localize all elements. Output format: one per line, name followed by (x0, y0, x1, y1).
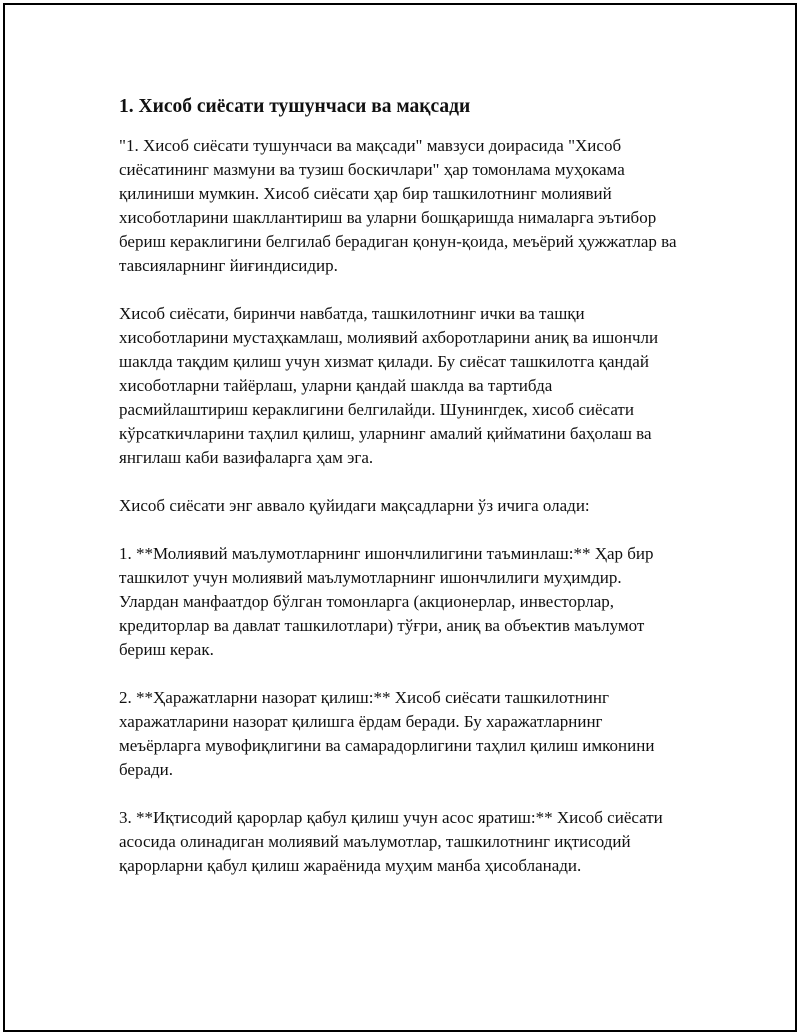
paragraph-goals-lead: Хисоб сиёсати энг аввало қуйидаги мақсадларни ўз ичига олади: (119, 496, 590, 515)
paragraph-intro: "1. Хисоб сиёсати тушунчаси ва мақсади" мавзуси доирасида "Хисоб сиёсатининг мазмуни ва тузиш боскичлари" ҳар томонлама муҳокама қилиниши мумкин. Хисоб сиёсати ҳар бир ташкилотнинг молиявий хисоботларини шакллантириш ва уларни бошқаришда нималарга эътибор бериш кераклигини белгилаб берадиган қонун-қоида, меъёрий ҳужжатлар ва тавсияларнинг йиғиндисидир. (119, 136, 677, 275)
list-item-goal-2: 2. **Ҳаражатларни назорат қилиш:** Хисоб сиёсати ташкилотнинг харажатларини назорат қилишга ёрдам беради. Бу харажатларнинг меъёрларга мувофиқлигини ва самарадорлигини таҳлил қилиш имконини беради. (119, 688, 655, 779)
list-item-goal-1: 1. **Молиявий маълумотларнинг ишончлилигини таъминлаш:** Ҳар бир ташкилот учун молиявий маълумотларнинг ишончлилиги муҳимдир. Улардан манфаатдор бўлган томонларга (акционерлар, инвесторлар, кредиторлар ва давлат ташкилотлари) тўғри, аниқ ва объектив маълумот бериш керак. (119, 544, 654, 659)
document-body (119, 94, 679, 902)
section-heading: 1. Хисоб сиёсати тушунчаси ва мақсади (119, 96, 471, 117)
paragraph-purpose: Хисоб сиёсати, биринчи навбатда, ташкилотнинг ички ва ташқи хисоботларини мустаҳкамлаш, молиявий ахборотларини аниқ ва ишончли шаклда тақдим қилиш учун хизмат қилади. Бу сиёсат ташкилотга қандай хисоботларни тайёрлаш, уларни қандай шаклда ва тартибда расмийлаштириш кераклигини белгилайди. Шунингдек, хисоб сиёсати кўрсаткичларини таҳлил қилиш, уларнинг амалий қийматини баҳолаш ва янгилаш каби вазифаларга ҳам эга. (119, 304, 659, 467)
list-item-goal-3: 3. **Иқтисодий қарорлар қабул қилиш учун асос яратиш:** Хисоб сиёсати асосида олинадиган молиявий маълумотлар, ташкилотнинг иқтисодий қарорларни қабул қилиш жараёнида муҳим манба ҳисобланади. (119, 808, 663, 875)
